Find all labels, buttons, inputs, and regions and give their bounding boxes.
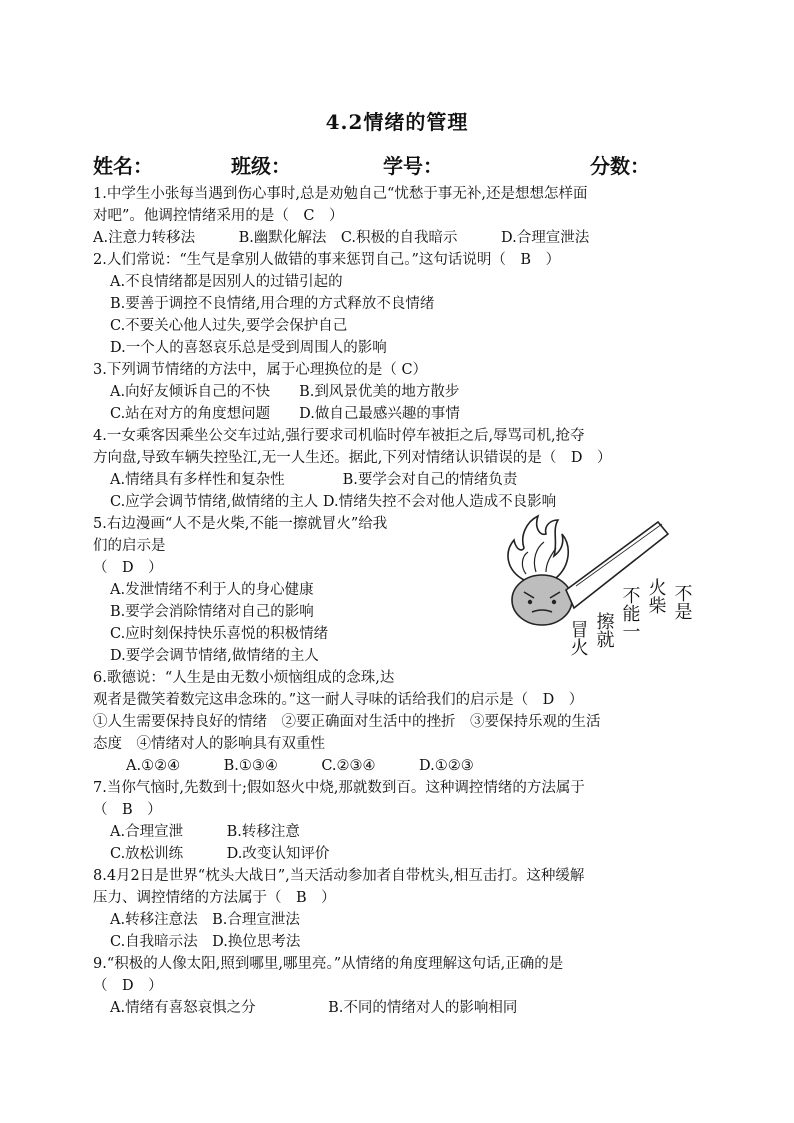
text-line: 3.下列调节情绪的方法中，属于心理换位的是（ C）	[93, 362, 428, 378]
answer-option: C.站在对方的角度想问题 D.做自己最感兴趣的事情	[110, 406, 460, 422]
answer-option: C.自我暗示法 D.换位思考法	[110, 934, 301, 950]
answer-option: A.情绪具有多样性和复杂性 B.要学会对自己的情绪负责	[110, 472, 518, 488]
text-line: 对吧”。他调控情绪采用的是（ C ）	[93, 208, 344, 224]
answer-option: C.放松训练 D.改变认知评价	[110, 846, 330, 862]
text-line: 9.“积极的人像太阳,照到哪里,哪里亮。”从情绪的角度理解这句话,正确的是	[93, 956, 564, 972]
text-line: A.注意力转移法 B.幽默化解法 C.积极的自我暗示 D.合理宣泄法	[93, 230, 590, 246]
text-line: 压力、调控情绪的方法属于（ B ）	[93, 890, 336, 906]
text-line: 1.中学生小张每当遇到伤心事时,总是劝勉自己“忧愁于事无补,还是想想怎样面	[93, 186, 588, 202]
answer-option: D.一个人的喜怒哀乐总是受到周围人的影响	[110, 340, 387, 356]
caption-column: 冒火	[567, 620, 589, 656]
text-line: ①人生需要保持良好的情绪 ②要正确面对生活中的挫折 ③要保持乐观的生活	[93, 714, 601, 730]
text-line: 6.歌德说：“人生是由无数小烦恼组成的念珠,达	[93, 670, 395, 686]
name-label: 姓名：	[93, 154, 153, 178]
text-line: 2.人们常说：“生气是拿别人做错的事来惩罚自己。”这句话说明（ B ）	[93, 252, 561, 268]
class-label: 班级：	[231, 154, 291, 178]
answer-option: A.向好友倾诉自己的不快 B.到风景优美的地方散步	[110, 384, 460, 400]
text-line: 8.4月2日是世界“枕头大战日”,当天活动参加者自带枕头,相互击打。这种缓解	[93, 868, 585, 884]
answer-option: C.应学会调节情绪,做情绪的主人 D.情绪失控不会对他人造成不良影响	[110, 494, 557, 510]
score-label: 分数：	[590, 154, 650, 178]
answer-option: A.①②④ B.①③④ C.②③④ D.①②③	[126, 758, 474, 774]
text-line: 方向盘,导致车辆失控坠江,无一人生还。据此,下列对情绪认识错误的是（ D ）	[93, 450, 612, 466]
answer-option: A.不良情绪都是因别人的过错引起的	[110, 274, 343, 290]
match-cartoon	[466, 512, 716, 672]
match-head	[512, 575, 572, 625]
text-line: 们的启示是	[93, 538, 166, 554]
text-line: 4.一女乘客因乘坐公交车过站,强行要求司机临时停车被拒之后,辱骂司机,抢夺	[93, 428, 585, 444]
answer-option: A.合理宣泄 B.转移注意	[110, 824, 300, 840]
text-line: （ D ）	[93, 978, 163, 994]
caption-column: 擦就	[593, 612, 615, 648]
answer-option: C.应时刻保持快乐喜悦的积极情绪	[110, 626, 329, 642]
text-line: 观者是微笑着数完这串念珠的。”这一耐人寻味的话给我们的启示是（ D ）	[93, 692, 584, 708]
page-title: 4.2情绪的管理	[325, 110, 469, 134]
text-line: （ B ）	[93, 802, 162, 818]
answer-option: A.发泄情绪不利于人的身心健康	[110, 582, 314, 598]
text-line: 态度 ④情绪对人的影响具有双重性	[93, 736, 325, 752]
student-id-label: 学号：	[383, 154, 443, 178]
answer-option: D.要学会调节情绪,做情绪的主人	[110, 648, 319, 664]
caption-column: 火柴	[645, 578, 667, 614]
student-info-row	[93, 150, 713, 178]
text-line: （ D ）	[93, 560, 163, 576]
caption-column: 不是	[671, 584, 693, 620]
answer-option: B.要学会消除情绪对自己的影响	[110, 604, 314, 620]
caption-column: 不能一	[619, 586, 641, 640]
answer-option: B.要善于调控不良情绪,用合理的方式释放不良情绪	[110, 296, 435, 312]
text-line: 5.右边漫画“人不是火柴,不能一擦就冒火”给我	[93, 516, 388, 532]
text-line: 7.当你气恼时,先数到十;假如怒火中烧,那就数到百。这种调控情绪的方法属于	[93, 780, 585, 796]
answer-option: C.不要关心他人过失,要学会保护自己	[110, 318, 348, 334]
answer-option: A.情绪有喜怒哀惧之分 B.不同的情绪对人的影响相同	[110, 1000, 518, 1016]
answer-option: A.转移注意法 B.合理宣泄法	[110, 912, 300, 928]
